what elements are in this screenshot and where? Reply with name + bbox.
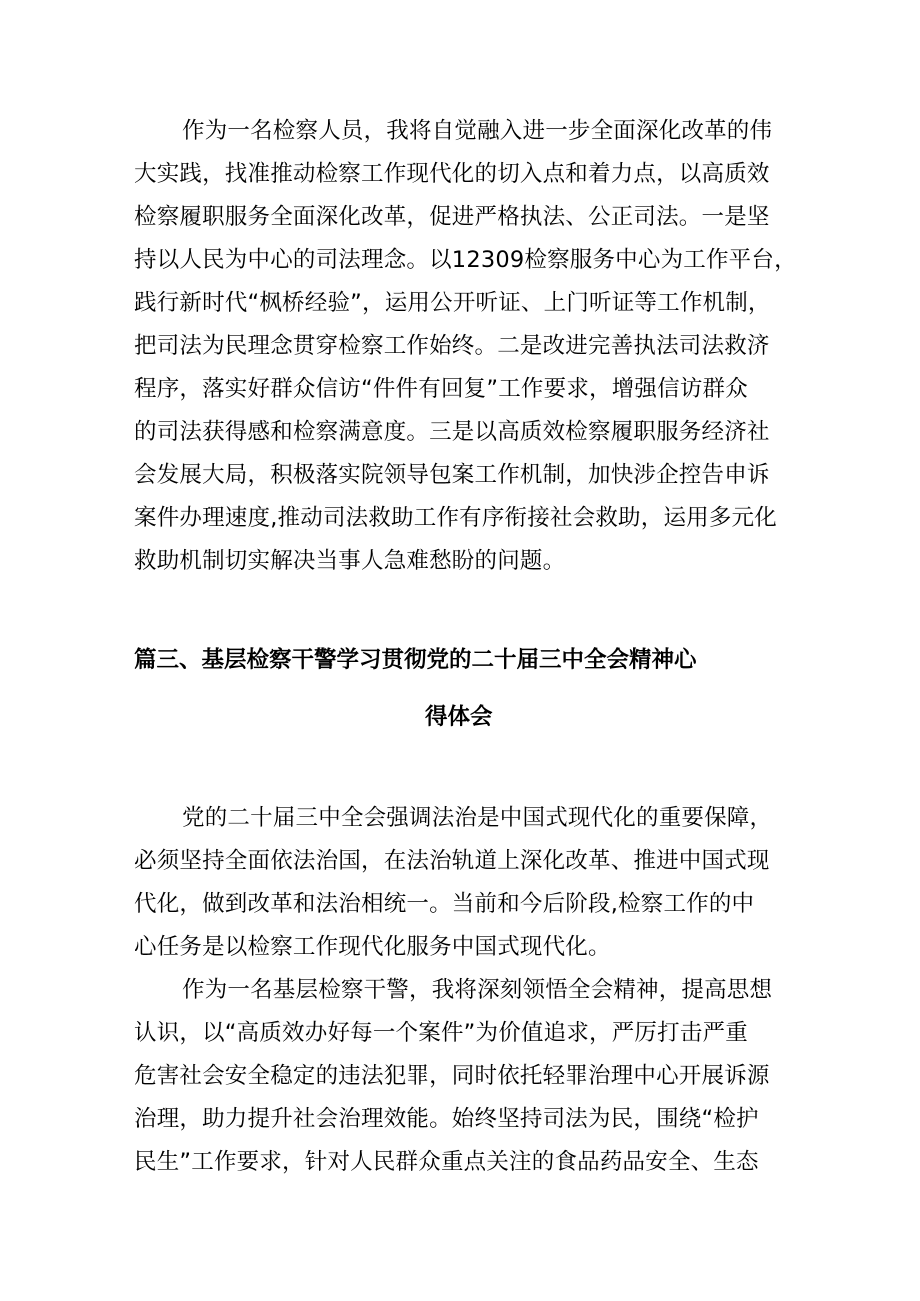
text-line: 会发展大局，积极落实院领导包案工作机制，加快涉企控告申诉 bbox=[134, 462, 770, 488]
text-line: 救助机制切实解决当事人急难愁盼的问题。 bbox=[134, 548, 566, 574]
text-line: 把司法为民理念贯穿检察工作始终。二是改进完善执法司法救济 bbox=[134, 333, 770, 359]
text-line: 检察履职服务全面深化改革，促进严格执法、公正司法。一是坚 bbox=[134, 204, 770, 230]
text-line: 践行新时代“枫桥经验”，运用公开听证、上门听证等工作机制， bbox=[134, 290, 771, 316]
text-line: 党的二十届三中全会强调法治是中国式现代化的重要保障， bbox=[182, 805, 773, 831]
heading-line-1: 篇三、基层检察干警学习贯彻党的二十届三中全会精神心 bbox=[134, 647, 697, 673]
text-line: 案件办理速度,推动司法救助工作有序衔接社会救助，运用多元化 bbox=[134, 505, 777, 531]
text-line: 程序，落实好群众信访“件件有回复”工作要求，增强信访群众 bbox=[134, 376, 748, 402]
text-line: 作为一名基层检察干警，我将深刻领悟全会精神，提高思想 bbox=[182, 977, 773, 1003]
text-line: 认识，以“高质效办好每一个案件”为价值追求，严厉打击严重 bbox=[134, 1020, 748, 1046]
text-line: 的司法获得感和检察满意度。三是以高质效检察履职服务经济社 bbox=[134, 419, 770, 445]
text-line: 大实践，找准推动检察工作现代化的切入点和着力点，以高质效 bbox=[134, 161, 770, 187]
heading-line-2: 得体会 bbox=[425, 704, 493, 730]
text-line: 心任务是以检察工作现代化服务中国式现代化。 bbox=[134, 934, 611, 960]
text-line: 持以人民为中心的司法理念。以12309检察服务中心为工作平台， bbox=[134, 247, 797, 273]
text-line: 民生”工作要求，针对人民群众重点关注的食品药品安全、生态 bbox=[134, 1149, 759, 1175]
text-line: 代化，做到改革和法治相统一。当前和今后阶段,检察工作的中 bbox=[134, 891, 755, 917]
text-line: 治理，助力提升社会治理效能。始终坚持司法为民，围绕“检护 bbox=[134, 1106, 759, 1132]
text-line: 危害社会安全稳定的违法犯罪，同时依托轻罪治理中心开展诉源 bbox=[134, 1063, 770, 1089]
text-line: 作为一名检察人员，我将自觉融入进一步全面深化改革的伟 bbox=[182, 118, 773, 144]
text-line: 必须坚持全面依法治国，在法治轨道上深化改革、推进中国式现 bbox=[134, 848, 770, 874]
